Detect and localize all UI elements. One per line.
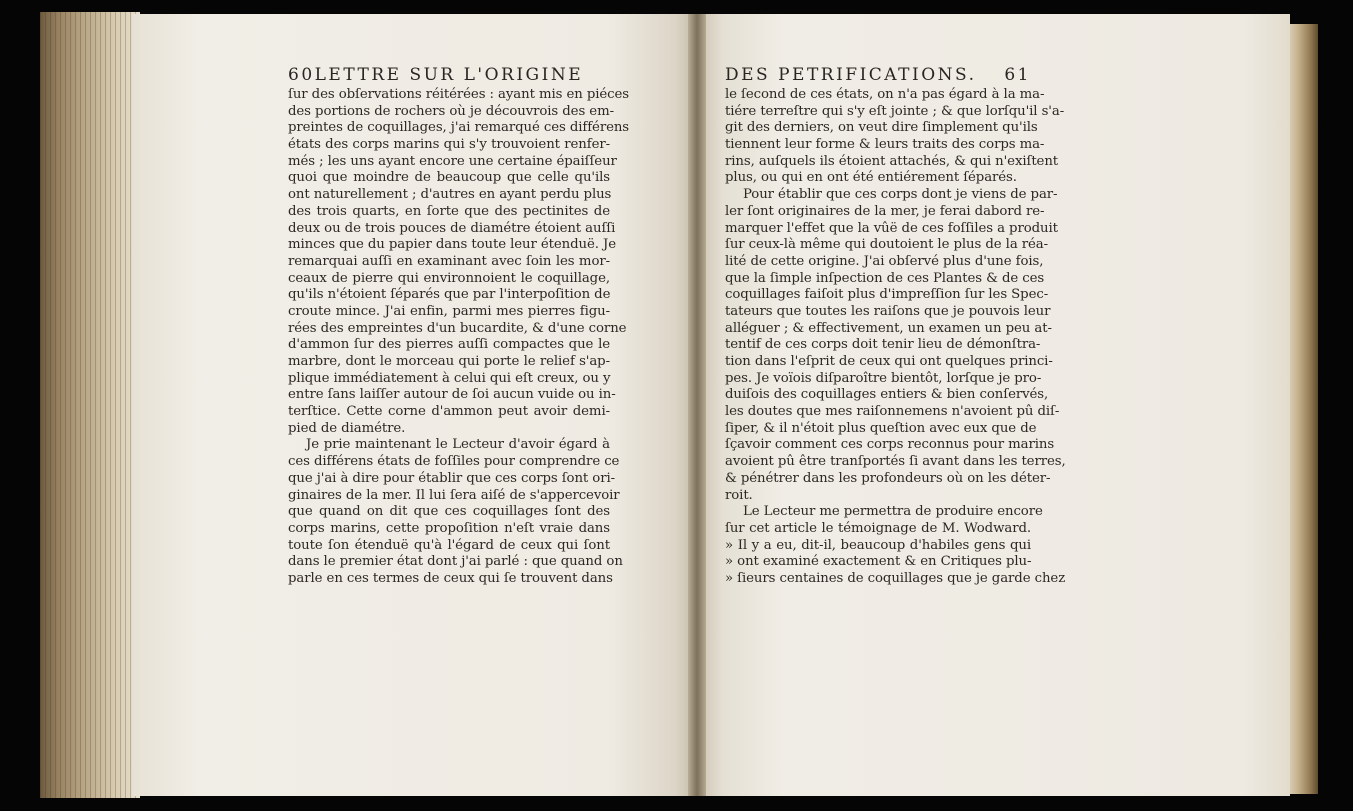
left-page-text (288, 65, 630, 588)
left-page-edges (40, 12, 140, 798)
text-line: plique immédiatement à celui qui eſt creux, ou y (288, 370, 611, 386)
text-line: des trois quarts, en ſorte que des pectinites de (288, 203, 610, 219)
text-line: pes. Je voïois diſparoître bientôt, lorſque je pro- (725, 370, 1042, 386)
text-line: toute ſon étenduë qu'à l'égard de ceux qui ſont (288, 537, 610, 553)
text-line: les doutes que mes raiſonnemens n'avoient pû diſ- (725, 404, 1060, 420)
text-line: lité de cette origine. J'ai obſervé plus d'une fois, (725, 253, 1044, 269)
text-line: parle en ces termes de ceux qui ſe trouvent dans (288, 570, 613, 586)
text-line: ſur cet article le témoignage de M. Wodward. (725, 520, 1031, 536)
text-line: Je prie maintenant le Lecteur d'avoir égard à (306, 437, 610, 453)
text-line: avoient pû être tranſportés ſi avant dans les terres, (725, 454, 1066, 470)
text-line: & pénétrer dans les profondeurs où on les déter- (725, 470, 1051, 486)
text-line: coquillages faiſoit plus d'impreſſion ſur les Spec- (725, 287, 1049, 303)
text-line: ceaux de pierre qui environnoient le coquillage, (288, 270, 610, 286)
text-line: ſiper, & il n'étoit plus queſtion avec eux que de (725, 420, 1037, 436)
page-number-left: 60 (288, 65, 315, 85)
running-head-right: DES PETRIFICATIONS. (725, 65, 977, 85)
text-line: tateurs que toutes les raiſons que je pouvois leur (725, 303, 1051, 319)
text-line: corps marins, cette propoſition n'eſt vraie dans (288, 520, 610, 536)
text-line: ſur des obſervations réitérées : ayant mis en piéces (288, 87, 630, 102)
text-line: rins, auſquels ils étoient attachés, & qui n'exiſtent (725, 153, 1059, 169)
text-line: rées des empreintes d'un bucardite, & d'une corne (288, 320, 627, 336)
right-page-header (725, 65, 1031, 85)
text-line: pied de diamétre. (288, 420, 406, 436)
text-line: remarquai auſſi en examinant avec ſoin les mor- (288, 253, 610, 269)
right-page-text (725, 65, 1066, 588)
text-line: croute mince. J'ai enfin, parmi mes pierres figu- (288, 303, 610, 319)
text-line: marbre, dont le morceau qui porte le relief s'ap- (288, 354, 610, 369)
book-gutter (688, 14, 706, 796)
running-head-left: LETTRE SUR L'ORIGINE (314, 65, 584, 85)
text-line: » Il y a eu, dit-il, beaucoup d'habiles gens qui (725, 537, 1031, 553)
text-line: tiére terreſtre qui s'y eſt jointe ; & que lorſqu'il s'a- (725, 103, 1065, 119)
text-line: Pour établir que ces corps dont je viens de par- (743, 187, 1058, 203)
left-page-header (288, 65, 584, 85)
text-line: plus, ou qui en ont été entiérement ſéparés. (725, 170, 1017, 186)
text-line: terſtice. Cette corne d'ammon peut avoir demi- (288, 404, 610, 420)
text-line: qu'ils n'étoient ſéparés que par l'interpoſition de (288, 287, 611, 303)
text-line: quoi que moindre de beaucoup que celle qu'ils (288, 170, 610, 186)
text-line: tion dans l'eſprit de ceux qui ont quelques princi- (725, 354, 1053, 369)
text-line: ont naturellement ; d'autres en ayant perdu plus (288, 187, 612, 203)
text-line: tiennent leur forme & leurs traits des corps ma- (725, 137, 1045, 153)
text-line: més ; les uns ayant encore une certaine épaiſſeur (288, 153, 617, 169)
right-page-body (725, 87, 1066, 588)
text-line: états des corps marins qui s'y trouvoient renfer- (288, 137, 610, 153)
page-number-right: 61 (1004, 65, 1031, 85)
text-line: ginaires de la mer. Il lui ſera aiſé de s'appercevoir (288, 487, 620, 503)
text-line: minces que du papier dans toute leur étenduë. Je (288, 237, 617, 253)
text-line: deux ou de trois pouces de diamétre étoient auſſi (288, 220, 616, 236)
text-line: roit. (725, 487, 753, 503)
text-line: que la ſimple inſpection de ces Plantes & de ces (725, 270, 1045, 286)
text-line: entre ſans laiſſer autour de ſoi aucun vuide ou in- (288, 387, 616, 403)
text-line: git des derniers, on veut dire ſimplement qu'ils (725, 120, 1038, 136)
text-line: ſur ceux-là même qui doutoient le plus de la réa- (725, 237, 1049, 253)
text-line: marquer l'effet que la vûë de ces foſſiles a produit (725, 220, 1058, 236)
text-line: ſçavoir comment ces corps reconnus pour marins (725, 437, 1055, 453)
left-page-body (288, 87, 630, 588)
text-line: Le Lecteur me permettra de produire encore (743, 504, 1043, 520)
text-line: » ſieurs centaines de coquillages que je garde chez (725, 570, 1066, 586)
text-line: ces différens états de foſſiles pour comprendre ce (288, 454, 620, 470)
text-line: dans le premier état dont j'ai parlé : que quand on (288, 554, 623, 570)
text-line: preintes de coquillages, j'ai remarqué ces différens (288, 120, 630, 136)
text-line: » ont examiné exactement & en Critiques plu- (725, 554, 1032, 570)
text-line: tentif de ces corps doit tenir lieu de démonſtra- (725, 337, 1041, 353)
text-line: d'ammon ſur des pierres auſſi compactes que le (288, 337, 610, 353)
text-line: des portions de rochers où je découvrois des em- (288, 103, 614, 119)
text-line: ler ſont originaires de la mer, je ferai dabord re- (725, 203, 1045, 219)
text-line: alléguer ; & effectivement, un examen un peu at- (725, 320, 1052, 336)
text-line: duiſois des coquillages entiers & bien conſervés, (725, 387, 1049, 403)
text-line: le ſecond de ces états, on n'a pas égard à la ma- (725, 87, 1045, 102)
text-line: que quand on dit que ces coquillages ſont des (288, 504, 610, 520)
open-book (40, 8, 1318, 802)
text-line: que j'ai à dire pour établir que ces corps ſont ori- (288, 470, 616, 486)
